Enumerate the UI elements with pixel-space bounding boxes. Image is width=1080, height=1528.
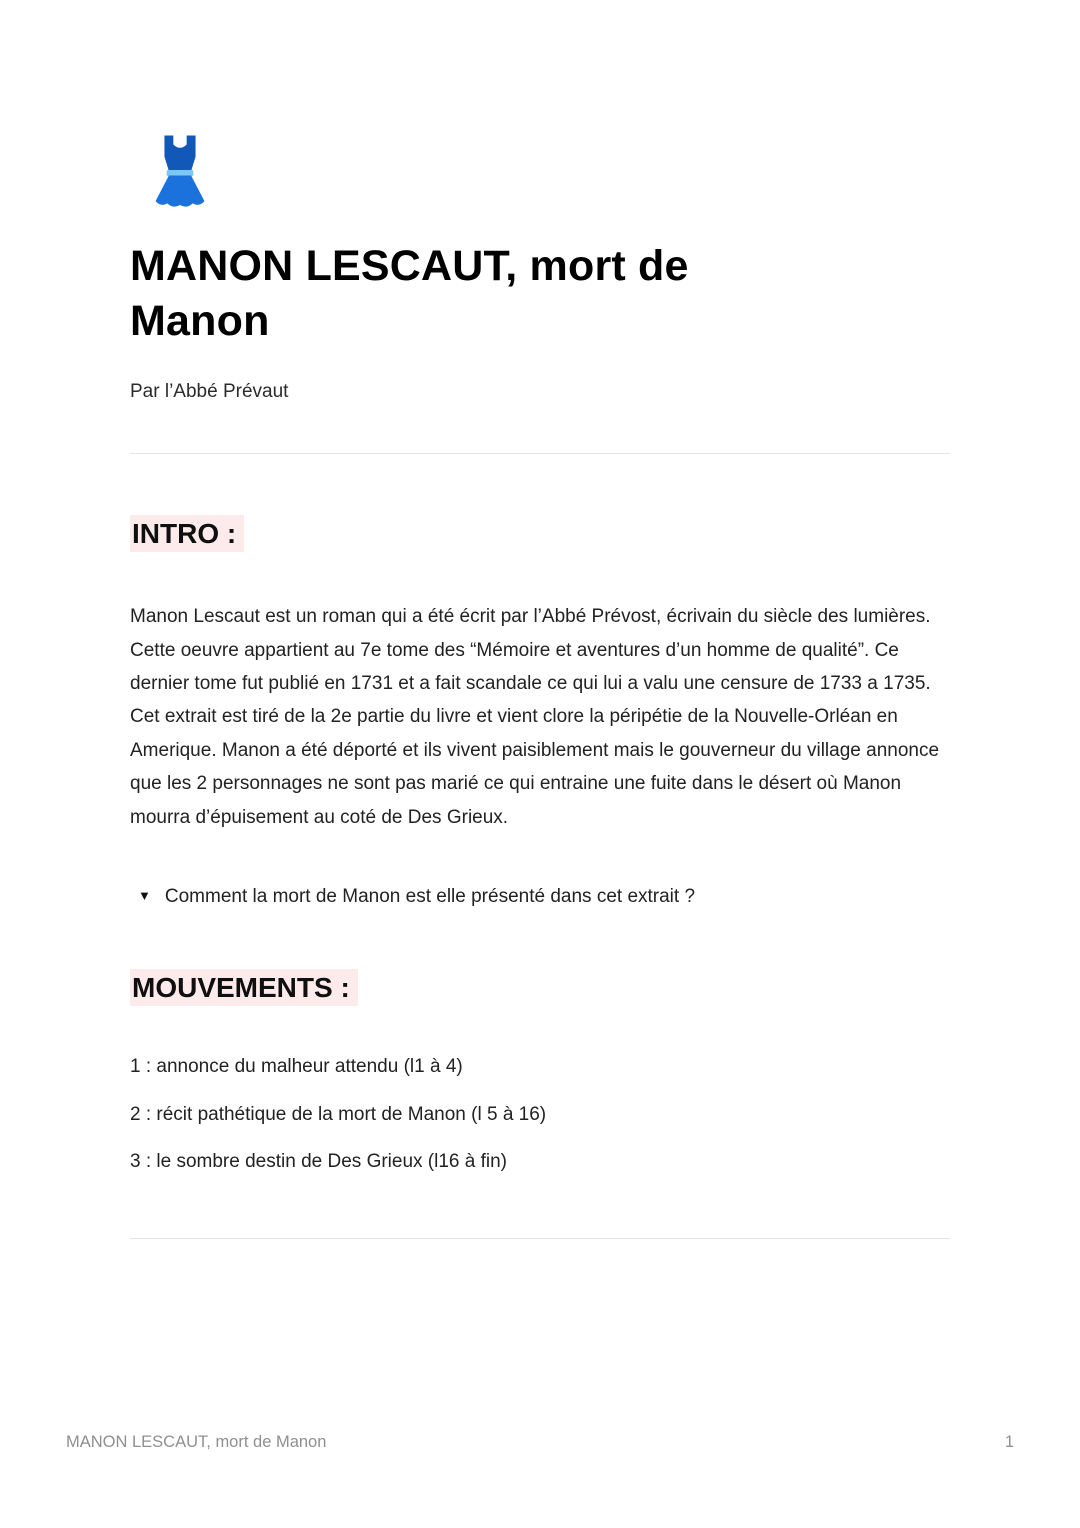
page-icon[interactable] <box>140 130 220 210</box>
intro-heading <box>130 518 950 550</box>
mouvement-item-3: 3 : le sombre destin de Des Grieux (l16 à fin) <box>130 1151 508 1173</box>
page-title: MANON LESCAUT, mort de Manon <box>130 242 689 346</box>
footer-page-number: 1 <box>1004 1433 1014 1451</box>
mouvements-heading-text: MOUVEMENTS : <box>130 969 358 1006</box>
mouvements-heading <box>130 972 950 1004</box>
mouvements-list <box>130 1054 950 1176</box>
bottom-divider <box>130 1238 950 1239</box>
mouvement-item-1: 1 : annonce du malheur attendu (l1 à 4) <box>130 1056 463 1078</box>
toggle-arrow-icon[interactable]: ▼ <box>138 888 151 904</box>
author-line: Par l’Abbé Prévaut <box>130 381 289 403</box>
dress-icon <box>140 130 220 210</box>
mouvement-item-2: 2 : récit pathétique de la mort de Manon (l 5 à 16) <box>130 1103 547 1125</box>
footer-document-title: MANON LESCAUT, mort de Manon <box>66 1433 327 1451</box>
top-divider <box>130 453 950 454</box>
intro-paragraph: Manon Lescaut est un roman qui a été écrit par l’Abbé Prévost, écrivain du siècle des lumières. Cette oeuvre appartient au 7e tome des “Mémoire et aventures d’un homme de qualité”. Ce dernier tome fut publié en 1731 et a fait scandale ce qui lui a valu une censure de 1733 a 1735. Cet extrait est tiré de la 2e partie du livre et vient clore la péripétie de la Nouvelle-Orléan en Amerique. Manon a été déporté et ils vivent paisiblement mais le gouverneur du village annonce que les 2 personnages ne sont pas marié ce qui entraine une fuite dans le désert où Manon mourra d’épuisement au coté de Des Grieux. <box>130 606 940 828</box>
toggle-question-label: Comment la mort de Manon est elle présenté dans cet extrait ? <box>164 886 696 908</box>
page-footer <box>0 1433 1080 1452</box>
toggle-question[interactable] <box>130 886 950 908</box>
intro-heading-text: INTRO : <box>130 515 244 552</box>
